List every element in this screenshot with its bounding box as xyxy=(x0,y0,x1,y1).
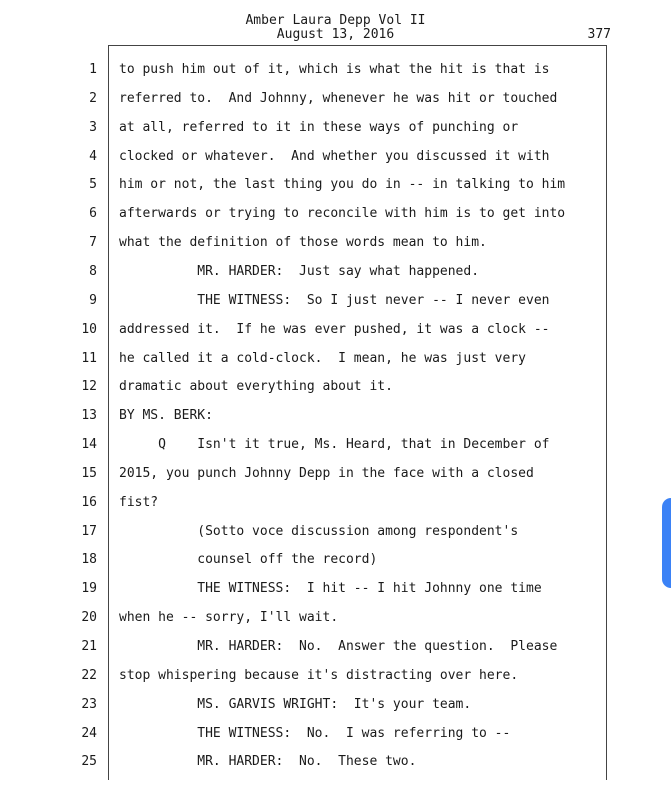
page-number: 377 xyxy=(587,27,611,42)
line-number: 10 xyxy=(81,322,97,337)
line-text: MR. HARDER: No. Answer the question. Please xyxy=(119,639,558,654)
line-text: he called it a cold-clock. I mean, he was just very xyxy=(119,351,526,366)
line-text: addressed it. If he was ever pushed, it was a clock -- xyxy=(119,322,550,337)
line-text: dramatic about everything about it. xyxy=(119,379,393,394)
line-number: 16 xyxy=(81,495,97,510)
line-text: THE WITNESS: No. I was referring to -- xyxy=(119,726,511,741)
line-number: 3 xyxy=(89,120,97,135)
line-text: counsel off the record) xyxy=(119,552,378,567)
line-number: 23 xyxy=(81,697,97,712)
header-date: August 13, 2016 xyxy=(276,27,395,42)
line-number: 19 xyxy=(81,581,97,596)
line-number: 14 xyxy=(81,437,97,452)
line-number: 9 xyxy=(89,293,97,308)
line-number: 20 xyxy=(81,610,97,625)
line-text: at all, referred to it in these ways of punching or xyxy=(119,120,519,135)
line-text: MR. HARDER: No. These two. xyxy=(119,754,417,769)
line-number: 4 xyxy=(89,149,97,164)
line-text: referred to. And Johnny, whenever he was hit or touched xyxy=(119,91,558,106)
line-number: 11 xyxy=(81,351,97,366)
line-text: clocked or whatever. And whether you discussed it with xyxy=(119,149,550,164)
line-number: 21 xyxy=(81,639,97,654)
line-text: to push him out of it, which is what the hit is that is xyxy=(119,62,550,77)
line-number: 18 xyxy=(81,552,97,567)
line-number: 5 xyxy=(89,177,97,192)
line-number: 25 xyxy=(81,754,97,769)
line-number: 1 xyxy=(89,62,97,77)
line-number: 7 xyxy=(89,235,97,250)
line-text: BY MS. BERK: xyxy=(119,408,213,423)
line-text: fist? xyxy=(119,495,159,510)
line-text: afterwards or trying to reconcile with him is to get into xyxy=(119,206,566,221)
line-text: MR. HARDER: Just say what happened. xyxy=(119,264,480,279)
line-number: 6 xyxy=(89,206,97,221)
page-header xyxy=(0,12,671,46)
line-text: THE WITNESS: So I just never -- I never even xyxy=(119,293,550,308)
line-number: 2 xyxy=(89,91,97,106)
line-text: THE WITNESS: I hit -- I hit Johnny one time xyxy=(119,581,542,596)
edge-scroll-handle[interactable] xyxy=(662,498,671,588)
line-text: 2015, you punch Johnny Depp in the face with a closed xyxy=(119,466,534,481)
line-text: stop whispering because it's distracting over here. xyxy=(119,668,519,683)
line-number: 15 xyxy=(81,466,97,481)
line-text: MS. GARVIS WRIGHT: It's your team. xyxy=(119,697,472,712)
line-number: 24 xyxy=(81,726,97,741)
line-number: 13 xyxy=(81,408,97,423)
line-text: what the definition of those words mean to him. xyxy=(119,235,487,250)
line-text: (Sotto voce discussion among respondent's xyxy=(119,524,519,539)
line-number: 12 xyxy=(81,379,97,394)
line-text: him or not, the last thing you do in -- in talking to him xyxy=(119,177,566,192)
line-text: Q Isn't it true, Ms. Heard, that in December of xyxy=(119,437,550,452)
line-number: 8 xyxy=(89,264,97,279)
line-text: when he -- sorry, I'll wait. xyxy=(119,610,339,625)
line-number: 22 xyxy=(81,668,97,683)
line-number: 17 xyxy=(81,524,97,539)
header-title: Amber Laura Depp Vol II xyxy=(245,13,426,28)
